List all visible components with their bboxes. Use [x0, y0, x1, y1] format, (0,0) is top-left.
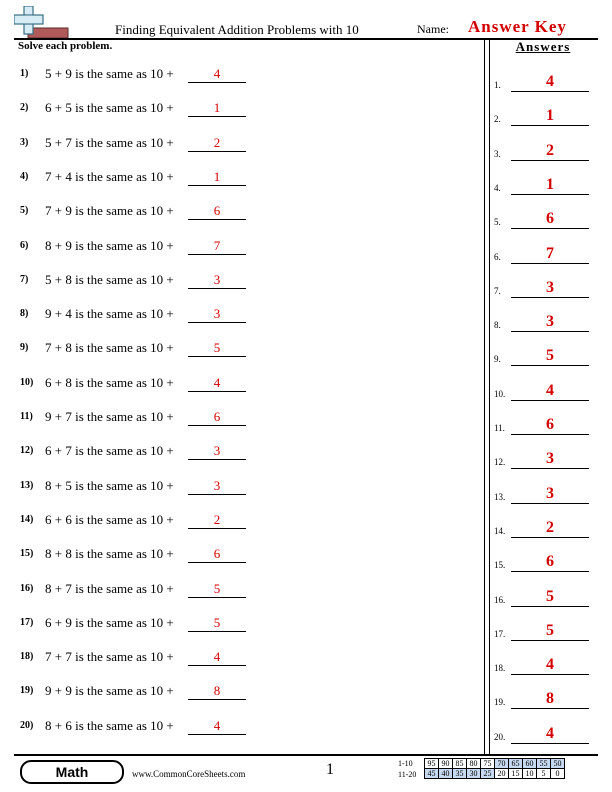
- answer-key-row: [494, 553, 594, 573]
- answer-blank[interactable]: 3: [188, 478, 246, 495]
- answer-blank[interactable]: 6: [188, 203, 246, 220]
- score-cell: 25: [481, 769, 495, 779]
- instructions: Solve each problem.: [18, 40, 113, 52]
- answer-key-value: 5: [511, 622, 589, 641]
- problem-number: 12): [20, 445, 34, 457]
- score-cell: 0: [551, 769, 565, 779]
- problem-text: 6 + 8 is the same as 10 +: [45, 374, 174, 390]
- problem-number: 15): [20, 548, 34, 560]
- problem-number: 7): [20, 273, 29, 285]
- score-cell: 65: [509, 759, 523, 769]
- problem-number: 9): [20, 342, 29, 354]
- score-cell: 5: [537, 769, 551, 779]
- answer-blank[interactable]: 4: [188, 66, 246, 83]
- problem-number: 10): [20, 376, 34, 388]
- problem-text: 8 + 5 is the same as 10 +: [45, 477, 174, 493]
- plus-sign-logo-icon: [14, 6, 70, 38]
- problem-number: 6): [20, 239, 29, 251]
- answer-key-number: 3.: [494, 148, 501, 159]
- problem-number: 16): [20, 582, 34, 594]
- answer-key-number: 10.: [494, 388, 506, 399]
- problem-text: 8 + 8 is the same as 10 +: [45, 546, 174, 562]
- answer-key-value: 3: [511, 485, 589, 504]
- answer-key-number: 19.: [494, 697, 506, 708]
- score-cell: 20: [495, 769, 509, 779]
- answer-key-number: 9.: [494, 354, 501, 365]
- score-cell: 35: [453, 769, 467, 779]
- answer-blank[interactable]: 3: [188, 306, 246, 323]
- score-row-labels: [398, 758, 416, 780]
- answer-key-number: 8.: [494, 320, 501, 331]
- answer-key-number: 20.: [494, 731, 506, 742]
- answer-blank[interactable]: 2: [188, 135, 246, 152]
- problem-text: 5 + 7 is the same as 10 +: [45, 134, 174, 150]
- problem-number: 4): [20, 170, 29, 182]
- website-text: www.CommonCoreSheets.com: [132, 769, 246, 779]
- score-cell: 75: [481, 759, 495, 769]
- answer-key-number: 18.: [494, 663, 506, 674]
- score-cell: 80: [467, 759, 481, 769]
- problem-text: 7 + 4 is the same as 10 +: [45, 168, 174, 184]
- subject-badge: Math: [20, 760, 124, 784]
- answer-key-value: 2: [511, 142, 589, 161]
- answer-key-value: 6: [511, 416, 589, 435]
- answer-blank[interactable]: 5: [188, 581, 246, 598]
- answer-key-row: [494, 107, 594, 127]
- answer-blank[interactable]: 8: [188, 683, 246, 700]
- problem-text: 7 + 9 is the same as 10 +: [45, 203, 174, 219]
- answer-blank[interactable]: 4: [188, 375, 246, 392]
- answer-key-row: [494, 622, 594, 642]
- answer-key-number: 15.: [494, 560, 506, 571]
- problem-number: 14): [20, 513, 34, 525]
- answers-heading: Answers: [515, 39, 571, 54]
- answer-key-row: [494, 725, 594, 745]
- answer-key-value: 4: [511, 382, 589, 401]
- answer-key-number: 17.: [494, 628, 506, 639]
- score-cell: 30: [467, 769, 481, 779]
- problem-number: 1): [20, 68, 29, 79]
- problem-number: 5): [20, 205, 29, 217]
- answer-key-row: [494, 416, 594, 436]
- score-cell: 45: [425, 769, 439, 779]
- problem-text: 5 + 9 is the same as 10 +: [45, 66, 174, 81]
- answer-key-value: 4: [511, 73, 589, 92]
- answer-key-value: 7: [511, 245, 589, 264]
- problem-number: 3): [20, 136, 29, 148]
- answer-key-row: [494, 176, 594, 196]
- problem-text: 8 + 6 is the same as 10 +: [45, 717, 174, 733]
- answer-key-number: 7.: [494, 285, 501, 296]
- answer-blank[interactable]: 4: [188, 649, 246, 666]
- problem-number: 13): [20, 479, 34, 491]
- problem-number: 19): [20, 685, 34, 697]
- answer-blank[interactable]: 3: [188, 443, 246, 460]
- score-cell: 40: [439, 769, 453, 779]
- problem-text: 7 + 7 is the same as 10 +: [45, 649, 174, 665]
- problem-text: 6 + 7 is the same as 10 +: [45, 443, 174, 459]
- score-cell: 70: [495, 759, 509, 769]
- answer-key-row: [494, 245, 594, 265]
- answer-key-number: 12.: [494, 457, 506, 468]
- score-cell: 15: [509, 769, 523, 779]
- answer-key-row: [494, 485, 594, 505]
- worksheet-title: Finding Equivalent Addition Problems with 10: [115, 22, 359, 37]
- answer-key-value: 6: [511, 210, 589, 229]
- answer-blank[interactable]: 7: [188, 238, 246, 255]
- answer-key-number: 11.: [494, 423, 505, 433]
- page-number: 1: [326, 761, 334, 778]
- score-row: [425, 769, 565, 779]
- answer-key-row: [494, 279, 594, 299]
- answer-key-row: [494, 142, 594, 162]
- problem-text: 6 + 5 is the same as 10 +: [45, 100, 174, 116]
- problem-text: 8 + 7 is the same as 10 +: [45, 580, 174, 596]
- problem-text: 6 + 6 is the same as 10 +: [45, 511, 174, 527]
- answer-key-row: [494, 588, 594, 608]
- score-row-label: 1-10: [398, 759, 413, 768]
- answer-key-value: 1: [511, 176, 589, 195]
- answer-key-number: 16.: [494, 594, 506, 605]
- answer-key-number: 14.: [494, 525, 506, 536]
- answer-key-row: [494, 210, 594, 230]
- answer-key-value: 3: [511, 279, 589, 298]
- answer-key-row: [494, 519, 594, 539]
- answer-key-number: 4.: [494, 182, 501, 193]
- answer-blank[interactable]: 1: [188, 100, 246, 117]
- answer-key-row: [494, 690, 594, 710]
- problem-text: 6 + 9 is the same as 10 +: [45, 614, 174, 630]
- score-row-label: 11-20: [398, 770, 417, 779]
- answer-key-number: 5.: [494, 217, 501, 228]
- answer-key-number: 13.: [494, 491, 506, 502]
- score-table: [424, 758, 565, 779]
- answer-key-row: [494, 347, 594, 367]
- answer-blank[interactable]: 4: [188, 718, 246, 735]
- answer-key-row: [494, 382, 594, 402]
- answer-key-value: 8: [511, 690, 589, 709]
- score-cell: 10: [523, 769, 537, 779]
- problem-text: 9 + 9 is the same as 10 +: [45, 683, 174, 699]
- footer-divider: [14, 754, 598, 756]
- score-cell: 55: [537, 759, 551, 769]
- answer-blank[interactable]: 5: [188, 340, 246, 357]
- answer-blank[interactable]: 5: [188, 615, 246, 632]
- score-cell: 90: [439, 759, 453, 769]
- score-row: [425, 759, 565, 769]
- answer-key-number: 1.: [494, 80, 501, 90]
- problem-number: 17): [20, 616, 34, 628]
- problem-text: 5 + 8 is the same as 10 +: [45, 271, 174, 287]
- answer-key-value: 3: [511, 313, 589, 332]
- answer-key-value: 5: [511, 347, 589, 366]
- score-cell: 95: [425, 759, 439, 769]
- name-label: Name:: [417, 22, 449, 36]
- answer-key-value: 4: [511, 725, 589, 744]
- problem-number: 2): [20, 102, 29, 114]
- answer-blank[interactable]: 6: [188, 546, 246, 563]
- answer-key-value: 4: [511, 656, 589, 675]
- problem-text: 9 + 7 is the same as 10 +: [45, 409, 174, 424]
- score-cell: 85: [453, 759, 467, 769]
- answer-blank[interactable]: 1: [188, 169, 246, 186]
- answer-key-row: [494, 73, 594, 93]
- answer-key-value: 1: [511, 107, 589, 126]
- score-cell: 50: [551, 759, 565, 769]
- answer-key-value: 3: [511, 450, 589, 469]
- problem-number: 18): [20, 651, 34, 663]
- answer-key-row: [494, 450, 594, 470]
- problem-number: 20): [20, 719, 34, 731]
- problem-text: 7 + 8 is the same as 10 +: [45, 340, 174, 356]
- problem-number: 8): [20, 308, 29, 320]
- answer-column-divider: [484, 38, 490, 754]
- answer-key-value: 6: [511, 553, 589, 572]
- problem-text: 9 + 4 is the same as 10 +: [45, 306, 174, 322]
- answer-blank[interactable]: 3: [188, 272, 246, 289]
- answer-key-row: [494, 656, 594, 676]
- answer-key-number: 2.: [494, 114, 501, 125]
- answer-blank[interactable]: 6: [188, 409, 246, 426]
- answer-key-number: 6.: [494, 251, 501, 262]
- score-cell: 60: [523, 759, 537, 769]
- problem-number: 11): [20, 411, 33, 422]
- answer-key-row: [494, 313, 594, 333]
- problem-text: 8 + 9 is the same as 10 +: [45, 237, 174, 253]
- name-value: Answer Key: [468, 17, 567, 36]
- answer-blank[interactable]: 2: [188, 512, 246, 529]
- answer-key-value: 2: [511, 519, 589, 538]
- answer-key-value: 5: [511, 588, 589, 607]
